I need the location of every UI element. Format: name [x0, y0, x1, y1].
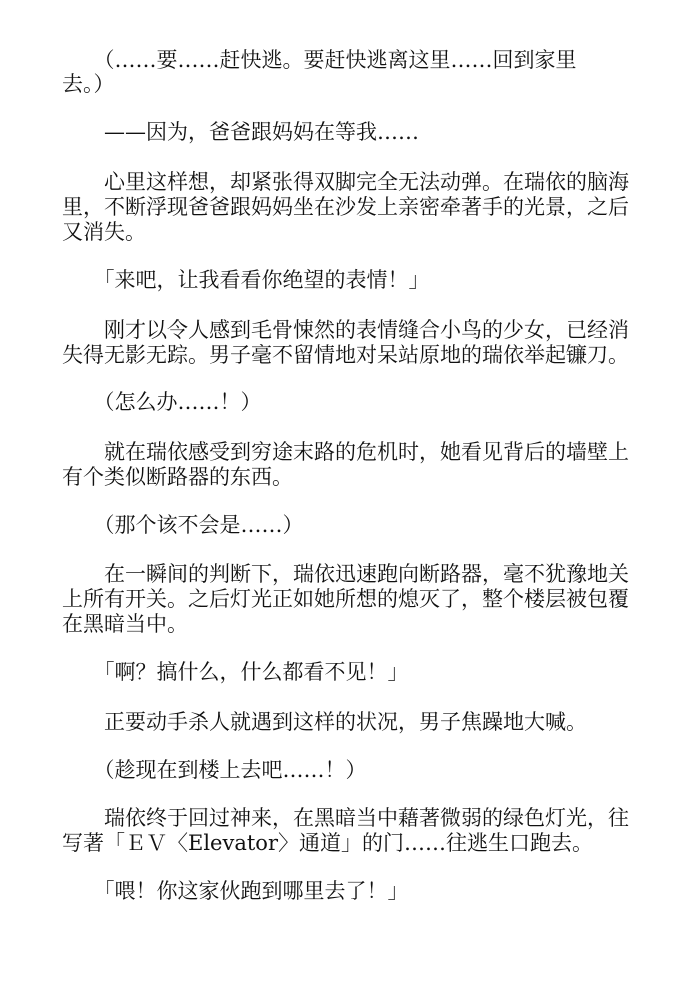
text-line: 里，不断浮现爸爸跟妈妈坐在沙发上亲密牵著手的光景，之后	[62, 195, 629, 219]
text-line: （趁现在到楼上去吧……！）	[62, 758, 367, 782]
text-line: 在黑暗当中。	[62, 612, 188, 636]
text-line: （怎么办……！）	[62, 390, 262, 414]
text-line: 去。）	[62, 72, 115, 96]
text-line: 失得无影无踪。男子毫不留情地对呆站原地的瑞依举起镰刀。	[62, 343, 629, 367]
text-line: 又消失。	[62, 220, 146, 244]
text-line: 「来吧，让我看看你绝望的表情！」	[62, 268, 430, 292]
text-line: 「啊？搞什么，什么都看不见！」	[62, 660, 409, 684]
text-line: （那个该不会是……）	[62, 513, 304, 537]
text-line: 瑞依终于回过神来，在黑暗当中藉著微弱的绿色灯光，往	[62, 806, 629, 830]
text-line: 「喂！你这家伙跑到哪里去了！」	[62, 879, 409, 903]
text-line: 有个类似断路器的东西。	[62, 465, 293, 489]
text-line: 心里这样想，却紧张得双脚完全无法动弹。在瑞依的脑海	[62, 170, 629, 194]
text-line: 正要动手杀人就遇到这样的状况，男子焦躁地大喊。	[62, 710, 587, 734]
text-line: 上所有开关。之后灯光正如她所想的熄灭了，整个楼层被包覆	[62, 587, 629, 611]
text-line: 在一瞬间的判断下，瑞依迅速跑向断路器，毫不犹豫地关	[62, 562, 629, 586]
text-line: ——因为，爸爸跟妈妈在等我……	[62, 120, 419, 144]
text-line: 刚才以令人感到毛骨悚然的表情缝合小鸟的少女，已经消	[62, 318, 629, 342]
text-line: 就在瑞依感受到穷途末路的危机时，她看见背后的墙壁上	[62, 440, 629, 464]
text-line: 写著「ＥＶ〈Elevator〉通道」的门……往逃生口跑去。	[62, 831, 593, 855]
text-line: （……要……赶快逃。要赶快逃离这里……回到家里	[62, 48, 577, 72]
